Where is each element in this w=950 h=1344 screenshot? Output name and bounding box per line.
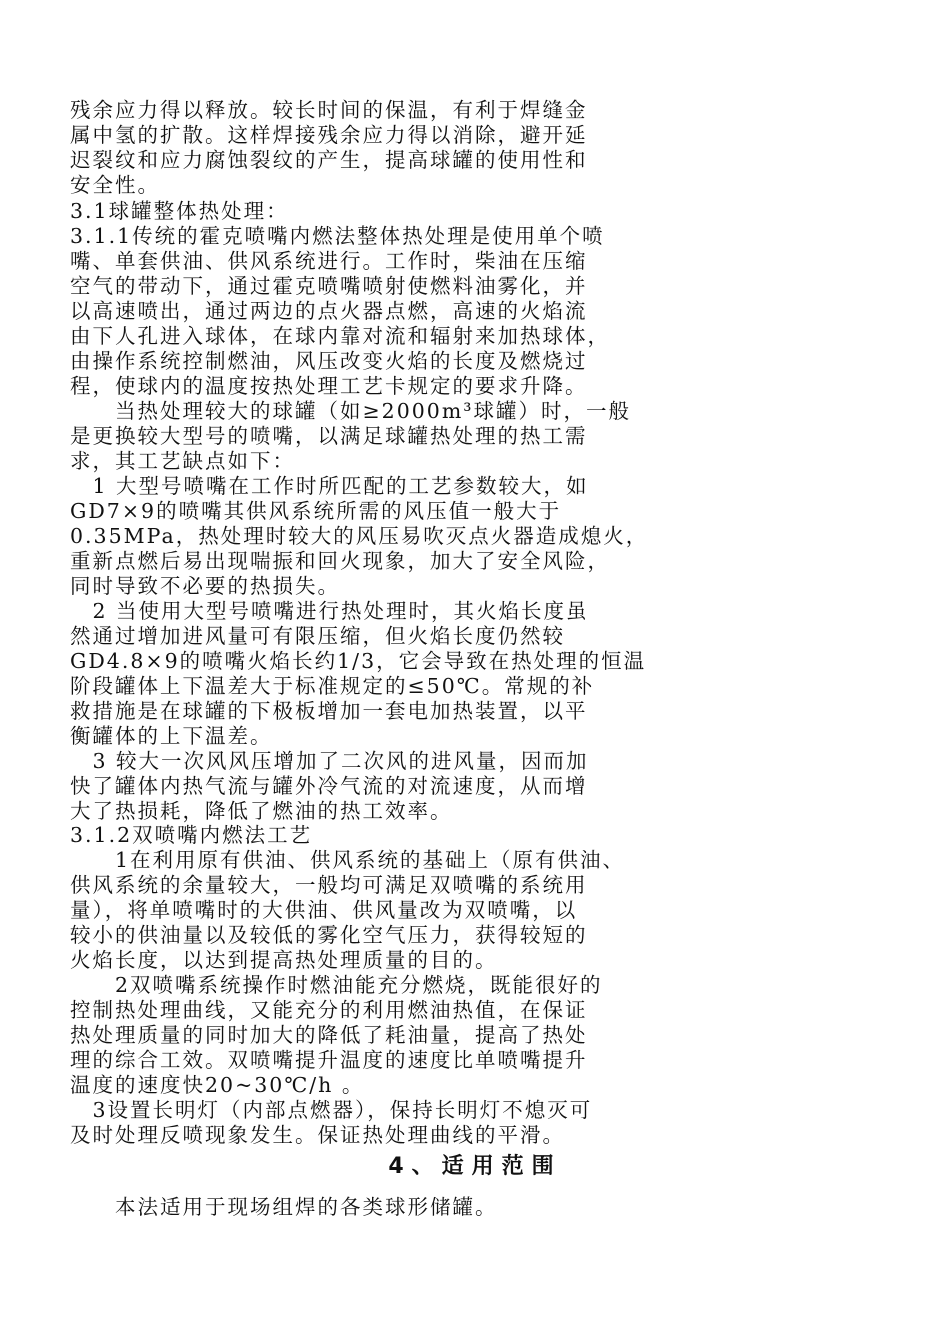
text-line: 属中氢的扩散。这样焊接残余应力得以消除，避开延 — [70, 123, 588, 147]
text-line: 及时处理反喷现象发生。保证热处理曲线的平滑。 — [70, 1123, 565, 1147]
text-line: 控制热处理曲线，又能充分的利用燃油热值，在保证 — [70, 998, 588, 1022]
text-line: 温度的速度快20~30℃/h 。 — [70, 1073, 365, 1097]
text-line: GD7×9的喷嘴其供风系统所需的风压值一般大于 — [70, 499, 562, 523]
section-heading: 3.1.2双喷嘴内燃法工艺 — [70, 823, 313, 847]
text-line: 供风系统的余量较大，一般均可满足双喷嘴的系统用 — [70, 873, 588, 897]
text-line: 阶段罐体上下温差大于标准规定的≤50℃。常规的补 — [70, 674, 595, 698]
text-line: 同时导致不必要的热损失。 — [70, 574, 340, 598]
text-line: 3设置长明灯（内部点燃器），保持长明灯不熄灭可 — [70, 1098, 593, 1122]
text-line: 1 大型号喷嘴在工作时所匹配的工艺参数较大，如 — [70, 474, 589, 498]
text-line: 然通过增加进风量可有限压缩，但火焰长度仍然较 — [70, 624, 565, 648]
text-line: 1在利用原有供油、供风系统的基础上（原有供油、 — [70, 848, 626, 872]
text-line: 2 当使用大型号喷嘴进行热处理时，其火焰长度虽 — [70, 599, 589, 623]
text-line: 迟裂纹和应力腐蚀裂纹的产生，提高球罐的使用性和 — [70, 148, 588, 172]
text-line: 大了热损耗，降低了燃油的热工效率。 — [70, 799, 453, 823]
text-line: 2双喷嘴系统操作时燃油能充分燃烧，既能很好的 — [70, 973, 603, 997]
text-line: 量），将单喷嘴时的大供油、供风量改为双喷嘴，以 — [70, 898, 578, 922]
text-line: 程，使球内的温度按热处理工艺卡规定的要求升降。 — [70, 374, 588, 398]
section-title: 4、适用范围 — [388, 1154, 562, 1179]
text-line: 0.35MPa，热处理时较大的风压易吹灭点火器造成熄火， — [70, 524, 649, 548]
text-line: 嘴、单套供油、供风系统进行。工作时，柴油在压缩 — [70, 249, 588, 273]
text-line: 由操作系统控制燃油，风压改变火焰的长度及燃烧过 — [70, 349, 588, 373]
text-line: 是更换较大型号的喷嘴，以满足球罐热处理的热工需 — [70, 424, 588, 448]
text-line: 安全性。 — [70, 173, 160, 197]
text-line: 求，其工艺缺点如下： — [70, 449, 295, 473]
text-line: 较小的供油量以及较低的雾化空气压力，获得较短的 — [70, 923, 588, 947]
text-line: 快了罐体内热气流与罐外冷气流的对流速度，从而增 — [70, 774, 588, 798]
section-heading: 3.1球罐整体热处理： — [70, 199, 289, 223]
text-line: 当热处理较大的球罐（如≥2000m³球罐）时，一般 — [70, 399, 632, 423]
text-line: 3.1.1传统的霍克喷嘴内燃法整体热处理是使用单个喷 — [70, 224, 605, 248]
text-line: 残余应力得以释放。较长时间的保温，有利于焊缝金 — [70, 98, 588, 122]
text-line: 空气的带动下，通过霍克喷嘴喷射使燃料油雾化，并 — [70, 274, 588, 298]
text-line: 理的综合工效。双喷嘴提升温度的速度比单喷嘴提升 — [70, 1048, 588, 1072]
text-line: 火焰长度，以达到提高热处理质量的目的。 — [70, 948, 498, 972]
text-line: 热处理质量的同时加大的降低了耗油量，提高了热处 — [70, 1023, 588, 1047]
text-line: 3 较大一次风风压增加了二次风的进风量，因而加 — [70, 749, 589, 773]
text-line: 重新点燃后易出现喘振和回火现象，加大了安全风险， — [70, 549, 610, 573]
text-line: 衡罐体的上下温差。 — [70, 724, 273, 748]
text-line: 由下人孔进入球体，在球内靠对流和辐射来加热球体， — [70, 324, 610, 348]
text-line: GD4.8×9的喷嘴火焰长约1/3，它会导致在热处理的恒温 — [70, 649, 647, 673]
text-line: 以高速喷出，通过两边的点火器点燃，高速的火焰流 — [70, 299, 588, 323]
text-line: 救措施是在球罐的下极板增加一套电加热装置，以平 — [70, 699, 588, 723]
text-line: 本法适用于现场组焊的各类球形储罐。 — [70, 1195, 498, 1219]
